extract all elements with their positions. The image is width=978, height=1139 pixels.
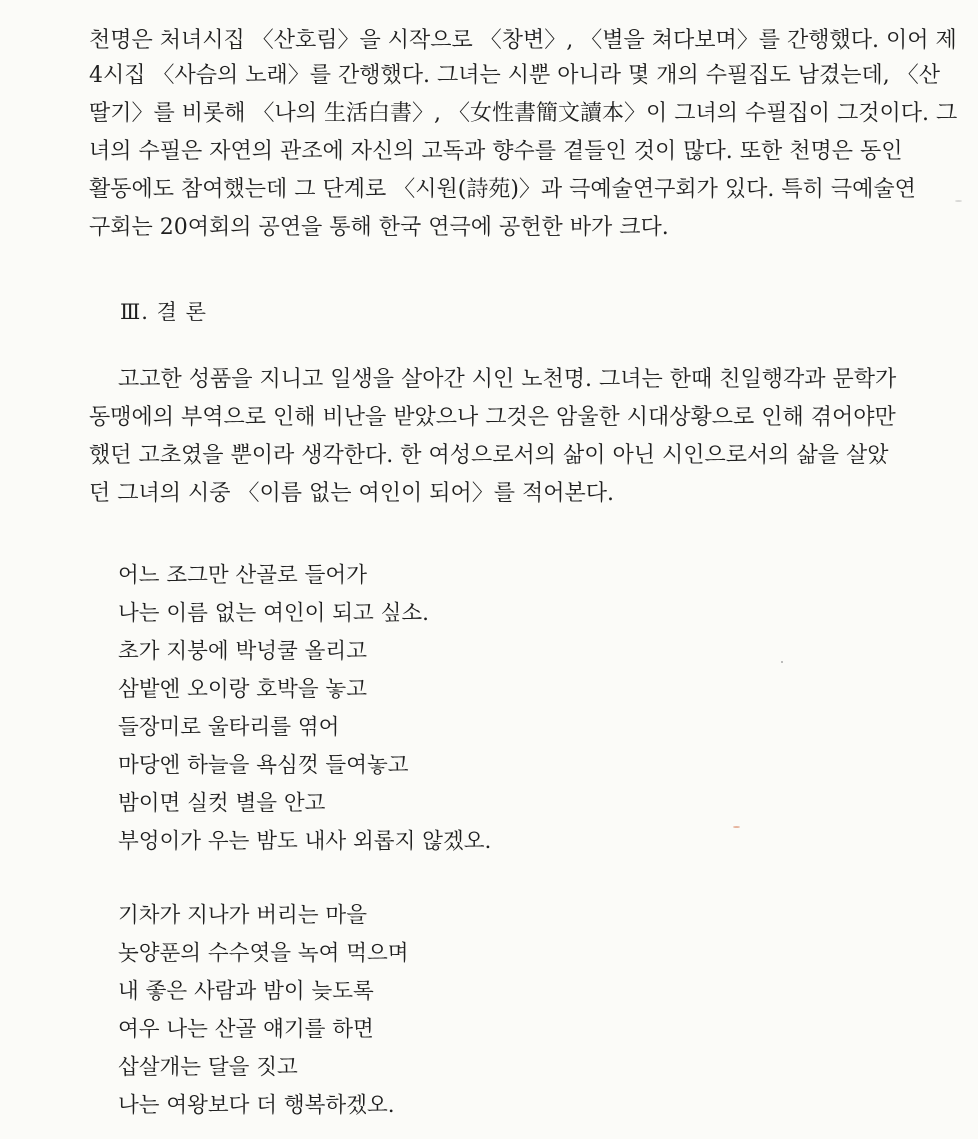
conclusion-paragraph-line-1: 고고한 성품을 지니고 일생을 살아간 시인 노천명. 그녀는 한때 친일행각과 문학가 (118, 367, 897, 392)
section-heading: Ⅲ. 결 론 (120, 300, 207, 324)
intro-paragraph-line-1: 천명은 처녀시집 〈산호림〉을 시작으로 〈창변〉, 〈별을 쳐다보며〉를 간행했다. 이어 제 (89, 28, 957, 53)
paper-speck (733, 826, 740, 828)
paper-speck (781, 661, 783, 663)
poem-stanza2-line-1: 기차가 지나가 버리는 마을 (118, 903, 367, 928)
poem-stanza1-line-2: 나는 이름 없는 여인이 되고 싶소. (118, 601, 430, 626)
poem-stanza2-line-2: 놋양푼의 수수엿을 녹여 먹으며 (118, 941, 409, 966)
conclusion-paragraph-line-4: 던 그녀의 시중 〈이름 없는 여인이 되어〉를 적어본다. (89, 481, 614, 506)
poem-stanza1-line-8: 부엉이가 우는 밤도 내사 외롭지 않겠오. (118, 829, 492, 854)
poem-stanza2-line-3: 내 좋은 사람과 밤이 늦도록 (118, 979, 374, 1004)
intro-paragraph-line-5: 활동에도 참여했는데 그 단계로 〈시원(詩苑)〉과 극예술연구회가 있다. 특히 극예술연 (89, 177, 916, 202)
poem-stanza1-line-6: 마당엔 하늘을 욕심껏 들여놓고 (118, 753, 409, 778)
poem-stanza1-line-4: 삼밭엔 오이랑 호박을 놓고 (118, 677, 367, 702)
poem-stanza1-line-1: 어느 조그만 산골로 들어가 (118, 563, 367, 588)
poem-stanza2-line-4: 여우 나는 산골 얘기를 하면 (118, 1017, 374, 1042)
poem-stanza1-line-3: 초가 지붕에 박넝쿨 올리고 (118, 639, 367, 664)
poem-stanza2-line-5: 삽살개는 달을 짓고 (118, 1055, 298, 1080)
poem-stanza1-line-5: 들장미로 울타리를 엮어 (118, 715, 340, 740)
poem-stanza1-line-7: 밤이면 실컷 별을 안고 (118, 791, 326, 816)
intro-paragraph-line-6: 구회는 20여회의 공연을 통해 한국 연극에 공헌한 바가 크다. (89, 215, 669, 240)
paper-speck (955, 200, 962, 202)
intro-paragraph-line-2: 4시집 〈사슴의 노래〉를 간행했다. 그녀는 시뿐 아니라 몇 개의 수필집도 남겼는데, 〈산 (89, 63, 940, 88)
intro-paragraph-line-4: 녀의 수필은 자연의 관조에 자신의 고독과 향수를 곁들인 것이 많다. 또한 천명은 동인 (89, 139, 903, 164)
conclusion-paragraph-line-2: 동맹에의 부역으로 인해 비난을 받았으나 그것은 암울한 시대상황으로 인해 겪어야만 (89, 405, 896, 430)
conclusion-paragraph-line-3: 했던 고초였을 뿐이라 생각한다. 한 여성으로서의 삶이 아닌 시인으로서의 삶을 살았 (89, 443, 889, 468)
poem-stanza2-line-6: 나는 여왕보다 더 행복하겠오. (118, 1093, 395, 1118)
intro-paragraph-line-3: 딸기〉를 비롯해 〈나의 生活白書〉, 〈女性書簡文讀本〉이 그녀의 수필집이 그것이다. 그 (89, 101, 958, 126)
